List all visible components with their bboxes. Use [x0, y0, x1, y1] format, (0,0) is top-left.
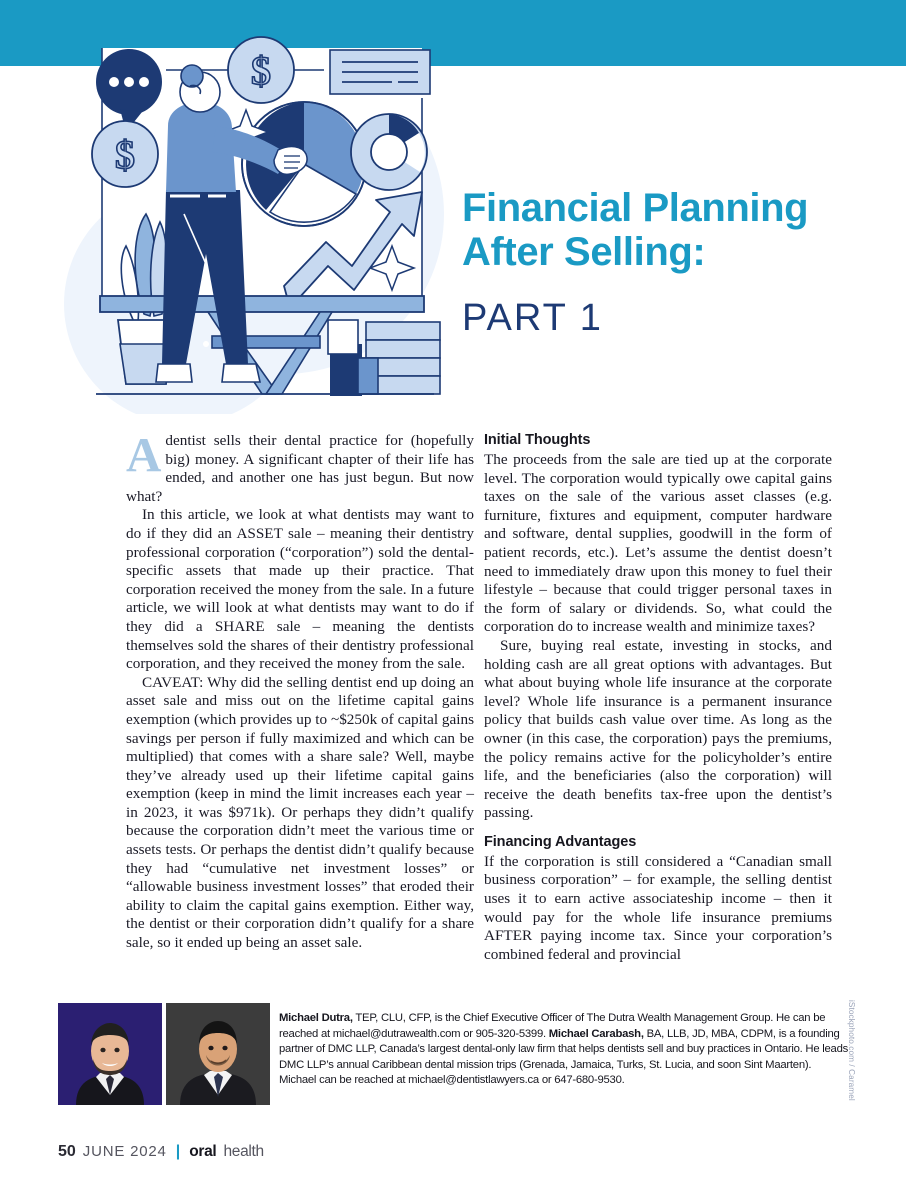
oralhealth-logo-bold: oral [189, 1143, 217, 1160]
oralhealth-logo-light: health [223, 1143, 264, 1160]
paragraph-text: dentist sells their dental practice for (hopefully big) money. A significant chapter of their life has ended, and another one has just begun. But now what? [126, 432, 474, 505]
title-part-label: PART 1 [462, 297, 603, 339]
article-title-block [462, 186, 882, 340]
paragraph: If the corporation is still considered a “Canadian small business corporation” – for example, the selling dentist uses it to earn active associateship income – then it would pay for the whole life insurance premiums AFTER paying income tax. Since your corporation’s combined federal and provincial [484, 852, 832, 963]
author-photos [58, 1003, 270, 1105]
paragraph: In this article, we look at what dentists may want to do if they did an ASSET sale – meaning their dentistry professional corporation (“corporation”) sold the dental-specific assets that made up their practice. That corporation received the money from the sale. In a future article, we will look at what dentists may want to do if they did a SHARE sale – meaning the dentists themselves sold the shares of their dentistry professional corporation, and they received the money from the sale. [126, 506, 474, 673]
article-body [0, 427, 906, 977]
title-line-2: After Selling: [462, 230, 706, 274]
author-1-name: Michael Dutra, [279, 1012, 353, 1024]
paragraph: The proceeds from the sale are tied up at the corporate level. The corporation would typically owe capital gains taxes on the sale of the various asset classes (e.g. furniture, fixtures and equipment, computer hardware and software, dental supplies, goodwill in the form of patient records, etc.). Let’s assume the dentist doesn’t need to immediately draw upon this money to fuel their lifestyle – because that could trigger personal taxes in the form of salary or dividends. So, what could the corporation do to increase wealth and minimize taxes? [484, 451, 832, 636]
author-bio-box [58, 1003, 848, 1105]
paragraph: Sure, buying real estate, investing in stocks, and holding cash are all great options with advantages. But what about buying whole life insurance at the corporate level? Whole life insurance is a permanent insurance policy that builds cash value over time. As long as the owner (in this case, the corporation) pays the premiums, the policy remains active for the policyholder’s entire life, and the beneficiaries (also the corporation) will receive the death benefits tax-free upon the dentist’s passing. [484, 636, 832, 822]
left-column [126, 427, 474, 977]
svg-text:$: $ [251, 48, 271, 93]
svg-text:$: $ [115, 132, 135, 177]
paragraph: CAVEAT: Why did the selling dentist end up doing an asset sale and miss out on the lifetime capital gains exemption (which provides up to ~$250k of capital gains savings per person if fully maximized and which can be multiplied) that comes with a share sale? Well, maybe they’ve already used up their lifetime capital gains exemption (keep in mind the limit increases each year – in 2023, it was $971k). Or perhaps they didn’t qualify because the corporation didn’t meet the various time or assets tests. Or perhaps the dentist didn’t qualify because they had “cumulative net investment losses” or “allowable business investment losses” that eroded their ability to claim the capital gains exemption. Either way, the dentist or their corporation didn’t qualify for a share sale, so it ended up being an asset sale. [126, 673, 474, 952]
financial-planning-illustration [34, 14, 464, 414]
author-2-name: Michael Carabash, [548, 1027, 644, 1040]
drop-cap: A [126, 427, 162, 482]
author-2-details: BA, LLB, JD, MBA, CDPM, is a founding partner of DMC LLP, Canada’s largest dental-only law firm that helps dentists sell and buy practices in Ontario. He leads DMC LLP’s annual Caribbean dental mission trips (Grenada, Jamaica, Turks, St. Lucia, and soon Sint Maarten). Michael can be reached at michael@dentistlawyers.ca or 647-680-9530. [279, 1027, 849, 1087]
footer-separator: | [175, 1143, 181, 1160]
section-heading-financing-advantages: Financing Advantages [484, 833, 637, 850]
michael-carabash-headshot [166, 1003, 270, 1105]
author-1-details: TEP, CLU, CFP, is the Chief Executive Officer of The Dutra Wealth Management Group. He can be reached at michael@dutrawealth.com or 905-320-5399. [279, 1012, 826, 1040]
page-number: 50 [58, 1143, 76, 1160]
image-credit: iStockphoto.com / Caramel [847, 1000, 856, 1101]
section-heading-initial-thoughts: Initial Thoughts [484, 432, 591, 448]
michael-dutra-headshot [58, 1003, 162, 1105]
right-column [484, 432, 832, 977]
title-line-1: Financial Planning [462, 186, 809, 230]
paragraph [126, 427, 474, 506]
page-footer [58, 1143, 264, 1161]
issue-date: JUNE 2024 [82, 1143, 167, 1160]
author-bio-text [279, 1011, 848, 1089]
